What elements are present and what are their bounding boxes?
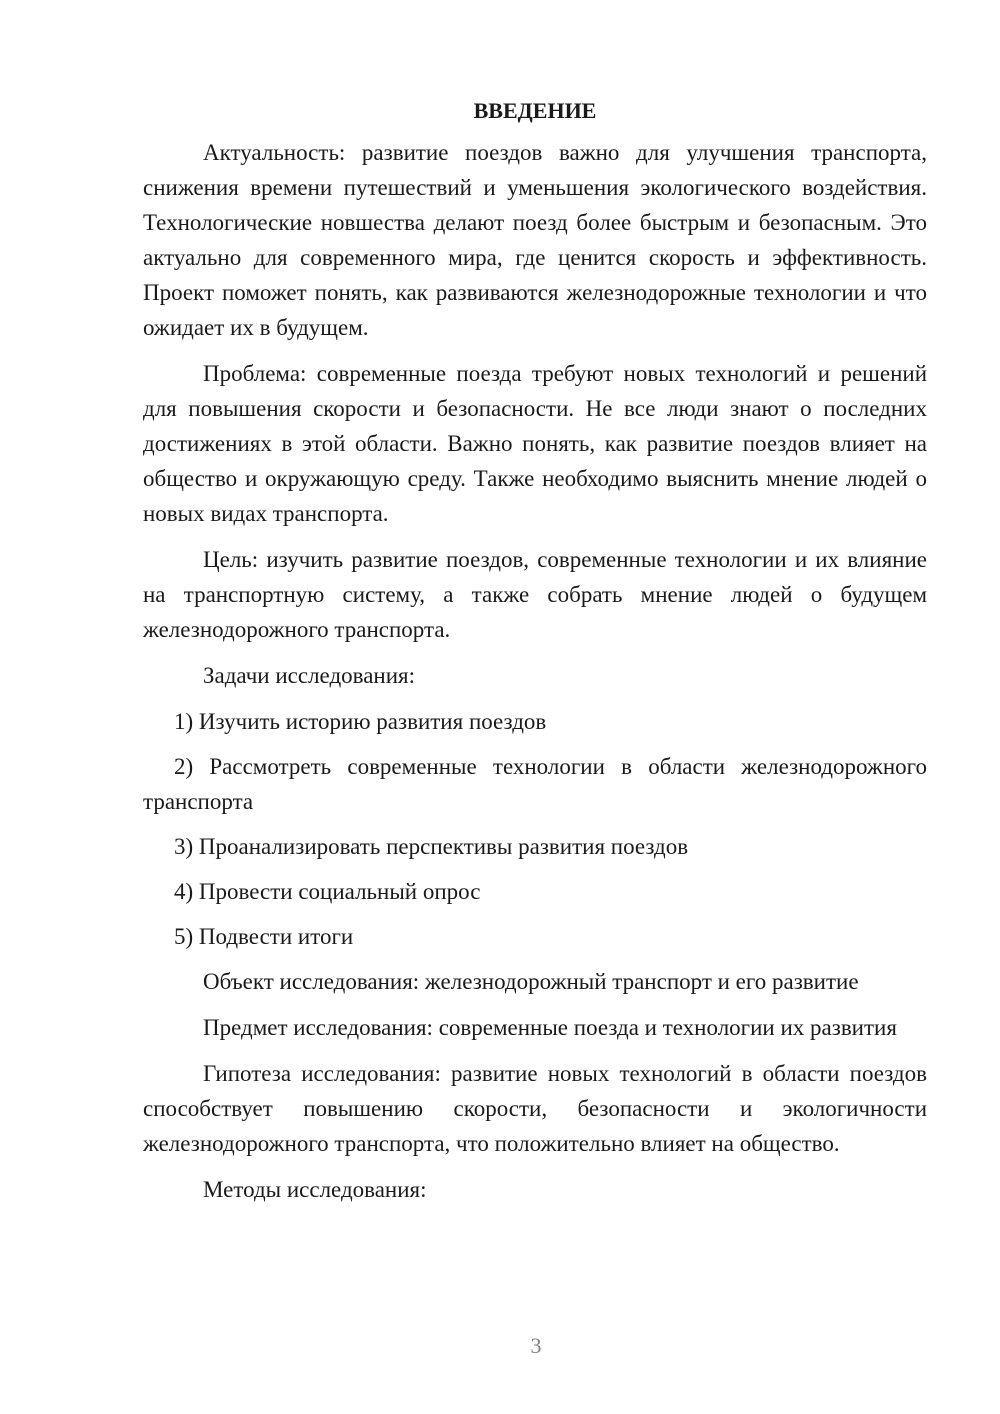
subject-paragraph: Предмет исследования: современные поезда и технологии их развития <box>203 1015 897 1040</box>
relevance-paragraph: Актуальность: развитие поездов важно для улучшения транспорта, снижения времени путешествий и уменьшения экологического воздействия. Технологические новшества делают поезд более быстрым и безопасным. Это актуально для современного мира, где ценится скорость и эффективность. Проект поможет понять, как развиваются железнодорожные технологии и что ожидает их в будущем. <box>143 140 927 340</box>
section-title: ВВЕДЕНИЕ <box>473 98 597 123</box>
hypothesis-paragraph: Гипотеза исследования: развитие новых технологий в области поездов способствует повышению скорости, безопасности и экологичности железнодорожного транспорта, что положительно влияет на общество. <box>143 1061 927 1156</box>
problem-paragraph: Проблема: современные поезда требуют новых технологий и решений для повышения скорости и безопасности. Не все люди знают о последних достижениях в этой области. Важно понять, как развитие поездов влияет на общество и окружающую среду. Также необходимо выяснить мнение людей о новых видах транспорта. <box>143 361 927 526</box>
object-paragraph: Объект исследования: железнодорожный транспорт и его развитие <box>203 969 859 994</box>
methods-heading: Методы исследования: <box>203 1177 427 1202</box>
task-item-5: 5) Подвести итоги <box>174 924 354 949</box>
task-item-3: 3) Проанализировать перспективы развития поездов <box>174 834 689 859</box>
task-item-4: 4) Провести социальный опрос <box>174 879 481 904</box>
goal-paragraph: Цель: изучить развитие поездов, современные технологии и их влияние на транспортную систему, а также собрать мнение людей о будущем железнодорожного транспорта. <box>143 547 927 642</box>
task-item-1: 1) Изучить историю развития поездов <box>174 709 547 734</box>
task-item-2: 2) Рассмотреть современные технологии в области железнодорожного транспорта <box>143 754 927 814</box>
page-number: 3 <box>530 1333 542 1358</box>
page-content <box>143 93 927 1218</box>
tasks-heading: Задачи исследования: <box>203 663 416 688</box>
